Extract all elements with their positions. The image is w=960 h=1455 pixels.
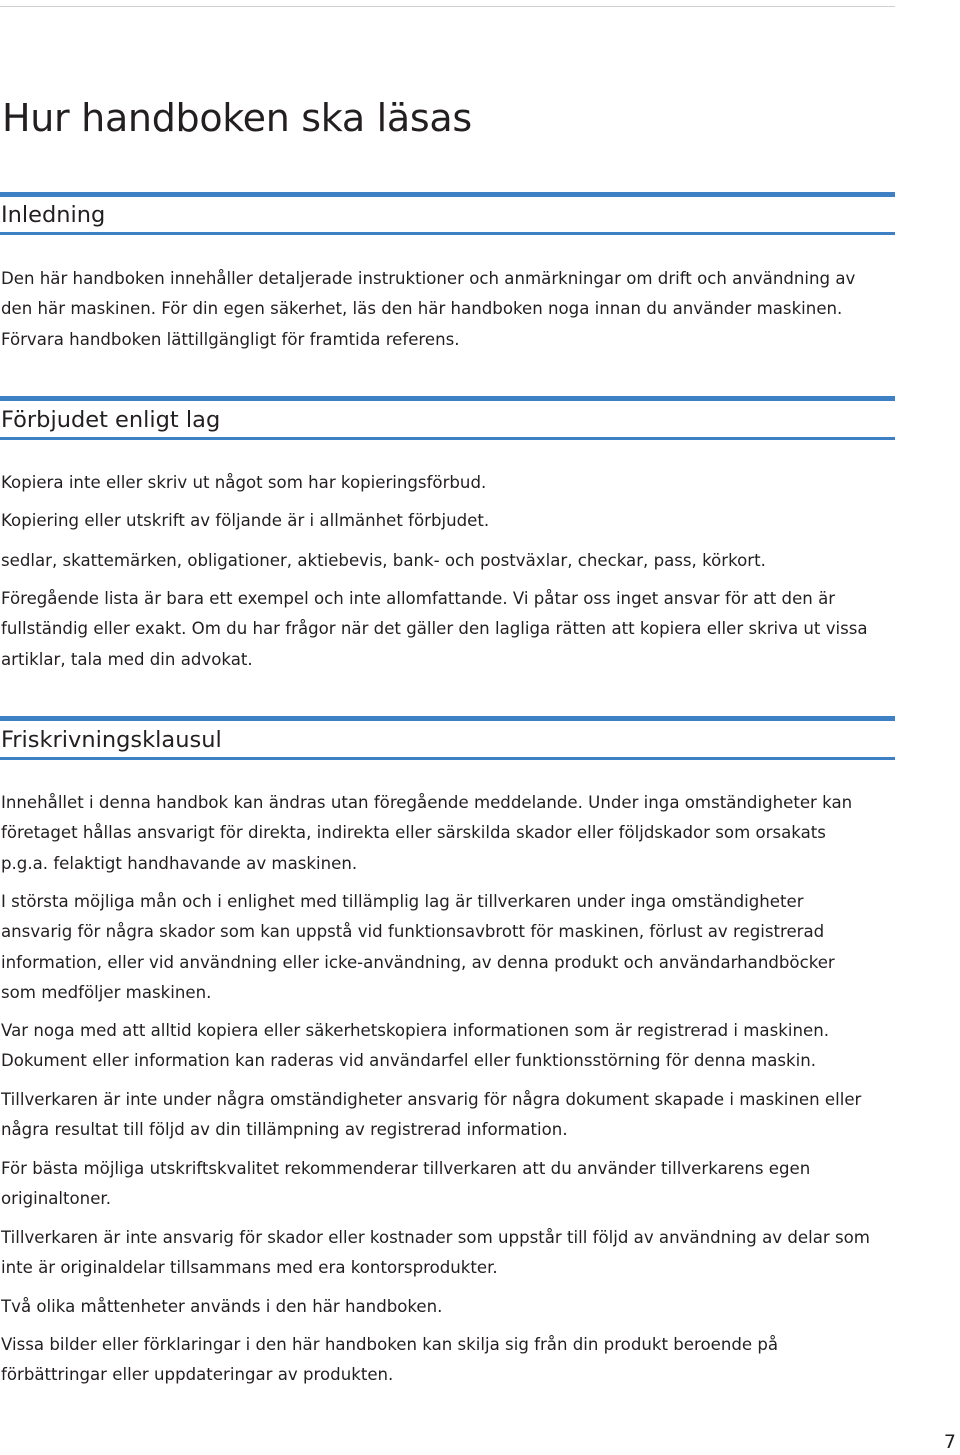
text-line: Förvara handboken lättillgängligt för framtida referens. xyxy=(1,329,460,349)
text-line: några resultat till följd av din tillämpning av registrerad information. xyxy=(1,1120,568,1140)
paragraph xyxy=(1,546,901,576)
section-rule-top xyxy=(0,396,895,401)
section-rule-top xyxy=(0,192,895,197)
text-line: den här maskinen. För din egen säkerhet, läs den här handboken noga innan du använder maskinen. xyxy=(1,299,843,319)
text-line: Kopiera inte eller skriv ut något som har kopieringsförbud. xyxy=(1,473,487,492)
text-line: Två olika måttenheter används i den här handboken. xyxy=(1,1297,443,1316)
section-rule-top xyxy=(0,716,895,721)
text-line: Den här handboken innehåller detaljerade instruktioner och anmärkningar om drift och användning av xyxy=(1,269,856,288)
paragraph xyxy=(1,1292,901,1322)
text-line: inte är originaldelar tillsammans med era kontorsprodukter. xyxy=(1,1258,498,1278)
paragraph xyxy=(1,1016,901,1077)
text-line: artiklar, tala med din advokat. xyxy=(1,649,253,669)
paragraph xyxy=(1,506,901,536)
text-line: sedlar, skattemärken, obligationer, aktiebevis, bank- och postväxlar, checkar, pass, körkort. xyxy=(1,551,766,570)
text-line: Var noga med att alltid kopiera eller säkerhetskopiera informationen som är registrerad i maskinen. xyxy=(1,1021,829,1040)
text-line: Tillverkaren är inte ansvarig för skador eller kostnader som uppstår till följd av användning av delar som xyxy=(1,1228,870,1247)
paragraph xyxy=(1,887,901,1009)
text-line: som medföljer maskinen. xyxy=(1,983,212,1003)
text-line: förbättringar eller uppdateringar av produkten. xyxy=(1,1365,394,1385)
text-line: företaget hållas ansvarigt för direkta, indirekta eller särskilda skador eller följdskador som orsakats xyxy=(1,823,826,843)
text-line: Kopiering eller utskrift av följande är i allmänhet förbjudet. xyxy=(1,511,490,530)
section-header-friskrivning xyxy=(0,716,895,760)
text-line: Innehållet i denna handbok kan ändras utan föregående meddelande. Under inga omständigheter kan xyxy=(1,793,853,812)
section-rule-bottom xyxy=(0,232,895,235)
text-line: originaltoner. xyxy=(1,1189,111,1209)
paragraph xyxy=(1,584,901,675)
text-line: I största möjliga mån och i enlighet med tillämplig lag är tillverkaren under inga omständigheter xyxy=(1,892,804,911)
section-heading: Förbjudet enligt lag xyxy=(1,407,221,433)
section-header-inledning xyxy=(0,192,895,235)
paragraph xyxy=(1,1223,901,1284)
section-header-forbjudet xyxy=(0,396,895,440)
text-line: information, eller vid användning eller icke-användning, av denna produkt och användarhandböcker xyxy=(1,952,835,972)
paragraph xyxy=(1,1085,901,1146)
paragraph xyxy=(1,788,901,879)
page-number: 7 xyxy=(943,1431,956,1453)
section-heading: Friskrivningsklausul xyxy=(1,727,222,753)
text-line: p.g.a. felaktigt handhavande av maskinen. xyxy=(1,853,358,873)
paragraph xyxy=(1,468,901,498)
paragraph xyxy=(1,1154,901,1215)
section-rule-bottom xyxy=(0,437,895,440)
paragraph xyxy=(1,264,901,355)
section-rule-bottom xyxy=(0,757,895,760)
section-heading: Inledning xyxy=(1,202,106,228)
text-line: Tillverkaren är inte under några omständigheter ansvarig för några dokument skapade i maskinen eller xyxy=(1,1090,862,1109)
paragraph xyxy=(1,1330,901,1391)
top-rule xyxy=(0,6,895,7)
text-line: Föregående lista är bara ett exempel och inte allomfattande. Vi påtar oss inget ansvar för att den är xyxy=(1,589,836,608)
text-line: fullständig eller exakt. Om du har frågor när det gäller den lagliga rätten att kopiera eller skriva ut vissa xyxy=(1,619,868,639)
text-line: För bästa möjliga utskriftskvalitet rekommenderar tillverkaren att du använder tillverkarens egen xyxy=(1,1159,811,1178)
text-line: Vissa bilder eller förklaringar i den här handboken kan skilja sig från din produkt beroende på xyxy=(1,1335,779,1354)
text-line: Dokument eller information kan raderas vid användarfel eller funktionsstörning för denna maskin. xyxy=(1,1051,817,1071)
page-title: Hur handboken ska läsas xyxy=(2,96,472,140)
text-line: ansvarig för några skador som kan uppstå vid funktionsavbrott för maskinen, förlust av registrerad xyxy=(1,922,825,942)
